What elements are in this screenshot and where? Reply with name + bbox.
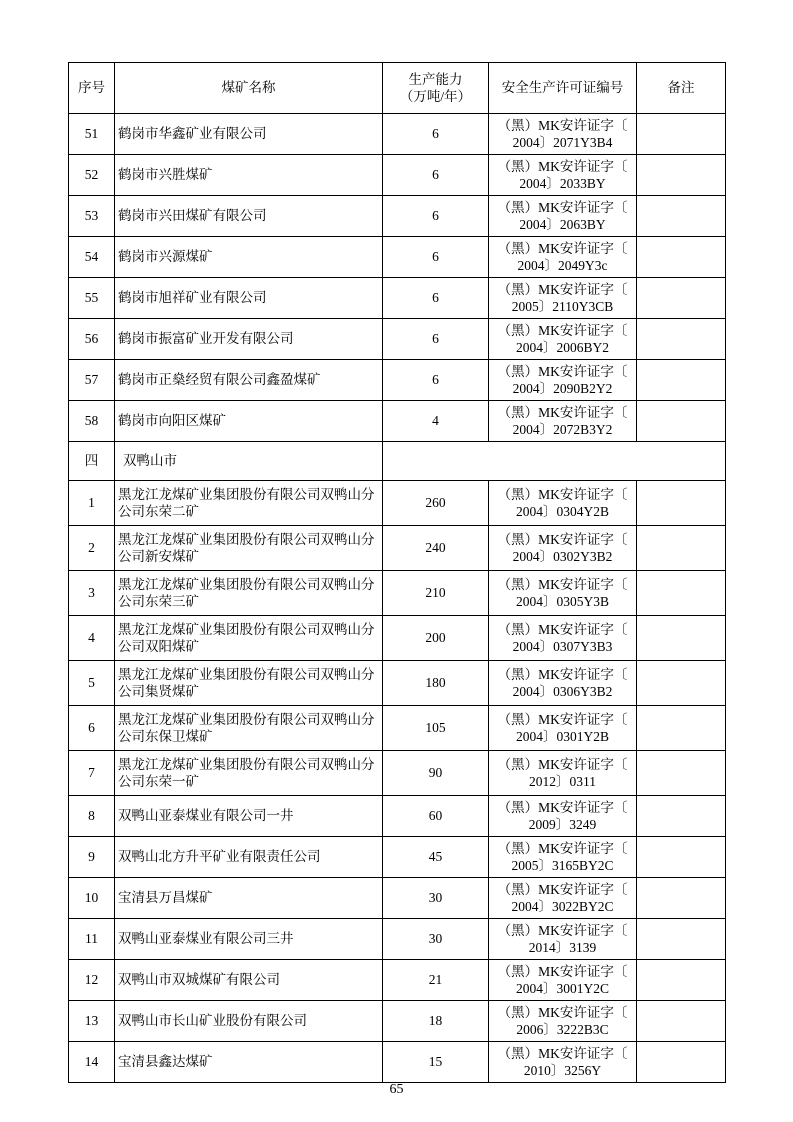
cell-capacity: 90 [383, 751, 489, 796]
cell-license [489, 319, 637, 360]
table-row [69, 155, 726, 196]
cell-note [637, 237, 726, 278]
cell-seq: 12 [69, 960, 115, 1001]
table-row [69, 196, 726, 237]
cell-note [637, 960, 726, 1001]
cell-mine-name: 双鸭山市长山矿业股份有限公司 [115, 1001, 383, 1042]
cell-capacity: 30 [383, 878, 489, 919]
cell-license-line2: 2004〕3001Y2C [515, 981, 609, 996]
cell-note [637, 919, 726, 960]
cell-license-line2: 2004〕0302Y3B2 [512, 549, 613, 564]
cell-license [489, 1001, 637, 1042]
cell-license-line2: 2004〕0304Y2B [515, 504, 609, 519]
cell-license-line1: （黑）MK安许证字〔 [497, 363, 628, 379]
cell-capacity: 6 [383, 319, 489, 360]
cell-license-line1: （黑）MK安许证字〔 [497, 756, 628, 772]
cell-license-line1: （黑）MK安许证字〔 [497, 158, 628, 174]
table-header-row [69, 63, 726, 114]
cell-note [637, 661, 726, 706]
cell-license [489, 401, 637, 442]
cell-license [489, 661, 637, 706]
cell-mine-name: 双鸭山市 [115, 442, 383, 481]
cell-license-line1: （黑）MK安许证字〔 [497, 666, 628, 682]
cell-seq: 1 [69, 481, 115, 526]
cell-license-line1: （黑）MK安许证字〔 [497, 711, 628, 727]
table-row [69, 751, 726, 796]
table-row [69, 401, 726, 442]
cell-license-line2: 2012〕0311 [529, 774, 596, 789]
cell-license-line2: 2004〕0301Y2B [515, 729, 609, 744]
cell-license-line1: （黑）MK安许证字〔 [497, 240, 628, 256]
cell-mine-name: 黑龙江龙煤矿业集团股份有限公司双鸭山分公司双阳煤矿 [115, 616, 383, 661]
cell-mine-name: 鹤岗市正燊经贸有限公司鑫盈煤矿 [115, 360, 383, 401]
cell-license-line1: （黑）MK安许证字〔 [497, 199, 628, 215]
cell-mine-name: 鹤岗市向阳区煤矿 [115, 401, 383, 442]
page-number: 65 [389, 1082, 404, 1097]
cell-license-line2: 2004〕2049Y3c [517, 258, 608, 273]
cell-license [489, 796, 637, 837]
cell-mine-name: 双鸭山北方升平矿业有限责任公司 [115, 837, 383, 878]
table-row [69, 796, 726, 837]
cell-seq: 6 [69, 706, 115, 751]
cell-license-line2: 2005〕2110Y3CB [511, 299, 614, 314]
cell-note [637, 114, 726, 155]
cell-seq: 5 [69, 661, 115, 706]
cell-capacity: 6 [383, 278, 489, 319]
cell-capacity: 200 [383, 616, 489, 661]
column-header-capacity-line1: 生产能力 [408, 71, 463, 87]
table-row [69, 526, 726, 571]
cell-capacity: 4 [383, 401, 489, 442]
cell-license-line2: 2004〕0305Y3B [515, 594, 609, 609]
cell-seq: 9 [69, 837, 115, 878]
table-row [69, 571, 726, 616]
cell-mine-name: 鹤岗市兴田煤矿有限公司 [115, 196, 383, 237]
cell-license-line2: 2010〕3256Y [523, 1063, 602, 1078]
cell-license-line1: （黑）MK安许证字〔 [497, 799, 628, 815]
cell-capacity: 6 [383, 196, 489, 237]
table-row [69, 319, 726, 360]
cell-seq: 四 [69, 442, 115, 481]
cell-note [637, 155, 726, 196]
cell-seq: 57 [69, 360, 115, 401]
cell-license [489, 616, 637, 661]
cell-note [637, 571, 726, 616]
cell-license [489, 960, 637, 1001]
cell-note [637, 360, 726, 401]
cell-license-line1: （黑）MK安许证字〔 [497, 281, 628, 297]
cell-capacity: 6 [383, 360, 489, 401]
cell-license [489, 919, 637, 960]
cell-license-line2: 2004〕2071Y3B4 [512, 135, 613, 150]
cell-mine-name: 宝清县万昌煤矿 [115, 878, 383, 919]
table-row [69, 919, 726, 960]
cell-capacity: 30 [383, 919, 489, 960]
table-header [69, 63, 726, 114]
cell-seq: 55 [69, 278, 115, 319]
cell-seq: 54 [69, 237, 115, 278]
column-header-name: 煤矿名称 [115, 63, 383, 114]
cell-capacity: 45 [383, 837, 489, 878]
cell-mine-name: 黑龙江龙煤矿业集团股份有限公司双鸭山分公司东荣二矿 [115, 481, 383, 526]
cell-license-line1: （黑）MK安许证字〔 [497, 117, 628, 133]
cell-capacity: 60 [383, 796, 489, 837]
cell-license-line2: 2004〕2063BY [519, 217, 606, 232]
coal-mine-table [68, 62, 726, 1083]
cell-license-line2: 2004〕2072B3Y2 [512, 422, 613, 437]
cell-seq: 58 [69, 401, 115, 442]
cell-license [489, 526, 637, 571]
table-group-row [69, 442, 726, 481]
cell-capacity: 6 [383, 237, 489, 278]
cell-mine-name: 双鸭山亚泰煤业有限公司一井 [115, 796, 383, 837]
column-header-note: 备注 [637, 63, 726, 114]
table-row [69, 481, 726, 526]
cell-license-line2: 2004〕3022BY2C [511, 899, 614, 914]
cell-mine-name: 双鸭山市双城煤矿有限公司 [115, 960, 383, 1001]
cell-license-line1: （黑）MK安许证字〔 [497, 963, 628, 979]
cell-license-line2: 2009〕3249 [528, 817, 597, 832]
cell-mine-name: 鹤岗市华鑫矿业有限公司 [115, 114, 383, 155]
cell-license [489, 837, 637, 878]
cell-note [637, 706, 726, 751]
column-header-capacity [383, 63, 489, 114]
cell-seq: 53 [69, 196, 115, 237]
cell-note [637, 196, 726, 237]
table-row [69, 1001, 726, 1042]
cell-mine-name: 鹤岗市振富矿业开发有限公司 [115, 319, 383, 360]
cell-mine-name: 鹤岗市兴源煤矿 [115, 237, 383, 278]
cell-license-line1: （黑）MK安许证字〔 [497, 840, 628, 856]
cell-mine-name: 黑龙江龙煤矿业集团股份有限公司双鸭山分公司集贤煤矿 [115, 661, 383, 706]
cell-license-line1: （黑）MK安许证字〔 [497, 922, 628, 938]
cell-group-filler [383, 442, 726, 481]
cell-note [637, 481, 726, 526]
cell-mine-name: 黑龙江龙煤矿业集团股份有限公司双鸭山分公司新安煤矿 [115, 526, 383, 571]
cell-license [489, 114, 637, 155]
table-row [69, 1042, 726, 1083]
table-row [69, 360, 726, 401]
cell-license [489, 155, 637, 196]
cell-license [489, 878, 637, 919]
cell-seq: 2 [69, 526, 115, 571]
cell-seq: 14 [69, 1042, 115, 1083]
cell-license [489, 237, 637, 278]
cell-capacity: 21 [383, 960, 489, 1001]
cell-note [637, 401, 726, 442]
cell-mine-name: 黑龙江龙煤矿业集团股份有限公司双鸭山分公司东荣一矿 [115, 751, 383, 796]
cell-note [637, 526, 726, 571]
table-row [69, 278, 726, 319]
cell-license-line1: （黑）MK安许证字〔 [497, 621, 628, 637]
cell-seq: 11 [69, 919, 115, 960]
table-row [69, 661, 726, 706]
cell-license [489, 278, 637, 319]
cell-seq: 3 [69, 571, 115, 616]
cell-license-line2: 2004〕2006BY2 [515, 340, 609, 355]
cell-mine-name: 双鸭山亚泰煤业有限公司三井 [115, 919, 383, 960]
table-row [69, 616, 726, 661]
cell-license-line2: 2004〕0307Y3B3 [512, 639, 613, 654]
cell-note [637, 878, 726, 919]
cell-license-line2: 2006〕3222B3C [516, 1022, 609, 1037]
cell-mine-name: 黑龙江龙煤矿业集团股份有限公司双鸭山分公司东荣三矿 [115, 571, 383, 616]
table-row [69, 706, 726, 751]
cell-license-line2: 2014〕3139 [528, 940, 597, 955]
cell-license-line2: 2004〕2033BY [519, 176, 606, 191]
cell-capacity: 180 [383, 661, 489, 706]
cell-license-line1: （黑）MK安许证字〔 [497, 881, 628, 897]
cell-mine-name: 鹤岗市兴胜煤矿 [115, 155, 383, 196]
cell-license-line1: （黑）MK安许证字〔 [497, 1045, 628, 1061]
cell-license [489, 481, 637, 526]
cell-capacity: 15 [383, 1042, 489, 1083]
cell-capacity: 18 [383, 1001, 489, 1042]
cell-mine-name: 黑龙江龙煤矿业集团股份有限公司双鸭山分公司东保卫煤矿 [115, 706, 383, 751]
cell-capacity: 260 [383, 481, 489, 526]
cell-license-line2: 2004〕2090B2Y2 [512, 381, 613, 396]
cell-seq: 10 [69, 878, 115, 919]
cell-note [637, 1001, 726, 1042]
cell-seq: 52 [69, 155, 115, 196]
cell-license-line1: （黑）MK安许证字〔 [497, 322, 628, 338]
cell-note [637, 751, 726, 796]
cell-note [637, 319, 726, 360]
cell-note [637, 278, 726, 319]
table-row [69, 237, 726, 278]
cell-capacity: 6 [383, 114, 489, 155]
table-row [69, 960, 726, 1001]
cell-license [489, 196, 637, 237]
cell-note [637, 837, 726, 878]
cell-license [489, 571, 637, 616]
cell-license-line1: （黑）MK安许证字〔 [497, 1004, 628, 1020]
cell-capacity: 6 [383, 155, 489, 196]
cell-capacity: 105 [383, 706, 489, 751]
column-header-license: 安全生产许可证编号 [489, 63, 637, 114]
cell-note [637, 616, 726, 661]
cell-license-line1: （黑）MK安许证字〔 [497, 404, 628, 420]
cell-seq: 7 [69, 751, 115, 796]
cell-license-line1: （黑）MK安许证字〔 [497, 531, 628, 547]
cell-license [489, 706, 637, 751]
column-header-seq: 序号 [69, 63, 115, 114]
table-row [69, 878, 726, 919]
cell-seq: 51 [69, 114, 115, 155]
table-row [69, 114, 726, 155]
cell-mine-name: 宝清县鑫达煤矿 [115, 1042, 383, 1083]
cell-license [489, 360, 637, 401]
cell-license-line1: （黑）MK安许证字〔 [497, 486, 628, 502]
cell-seq: 56 [69, 319, 115, 360]
cell-seq: 8 [69, 796, 115, 837]
cell-note [637, 1042, 726, 1083]
cell-license-line1: （黑）MK安许证字〔 [497, 576, 628, 592]
cell-license [489, 1042, 637, 1083]
cell-license [489, 751, 637, 796]
cell-license-line2: 2005〕3165BY2C [511, 858, 614, 873]
table-body [69, 114, 726, 1083]
cell-mine-name: 鹤岗市旭祥矿业有限公司 [115, 278, 383, 319]
cell-note [637, 796, 726, 837]
cell-capacity: 210 [383, 571, 489, 616]
table-row [69, 837, 726, 878]
column-header-capacity-line2: （万吨/年） [399, 89, 472, 104]
cell-license-line2: 2004〕0306Y3B2 [512, 684, 613, 699]
cell-seq: 13 [69, 1001, 115, 1042]
cell-capacity: 240 [383, 526, 489, 571]
cell-seq: 4 [69, 616, 115, 661]
